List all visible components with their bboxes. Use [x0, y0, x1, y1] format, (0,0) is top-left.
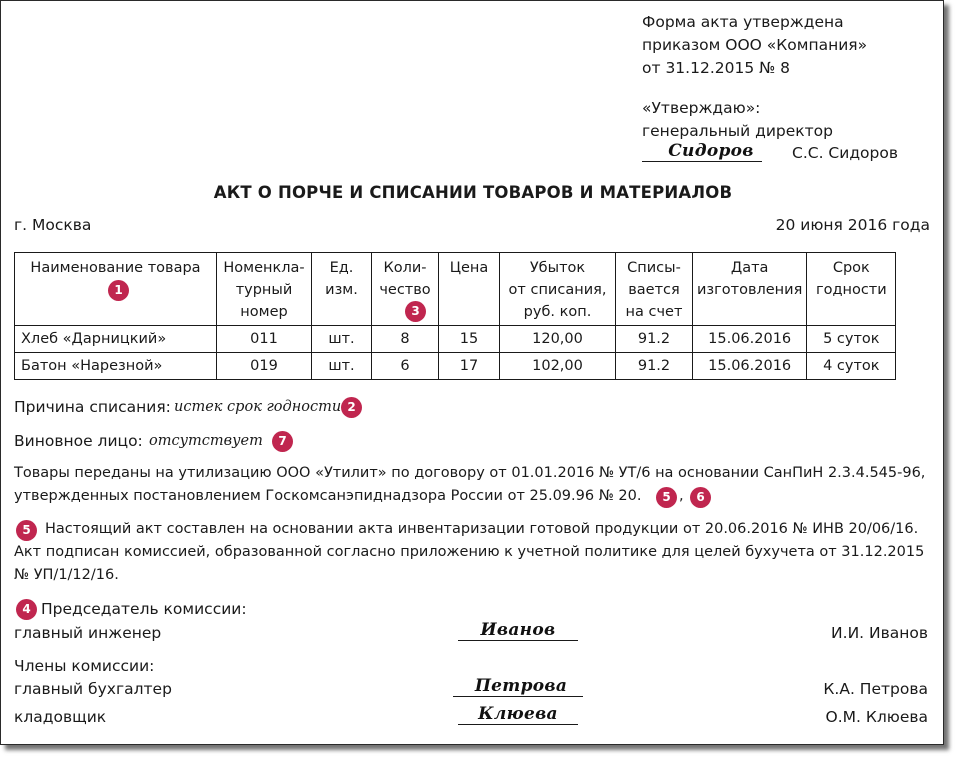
- table-cell: 15: [439, 326, 500, 353]
- header-text: чество: [379, 282, 431, 298]
- member2-signature: Клюева: [478, 704, 558, 724]
- header-text: Коли-: [383, 260, 427, 276]
- director-title: генеральный директор: [642, 122, 833, 140]
- header-text: номер: [240, 304, 288, 320]
- header-cell-production-date: [693, 253, 807, 326]
- badge-6: 6: [690, 487, 711, 508]
- badge-4: 4: [16, 599, 37, 620]
- guilty-value: отсутствует: [149, 433, 263, 449]
- header-text: Списы-: [627, 260, 681, 276]
- table-cell: 91.2: [616, 353, 693, 380]
- header-cell-unit: [312, 253, 372, 326]
- badge-7: 7: [272, 431, 293, 452]
- member2-name: О.М. Клюева: [825, 708, 928, 726]
- document-title: АКТ О ПОРЧЕ И СПИСАНИИ ТОВАРОВ И МАТЕРИАЛОВ: [213, 183, 733, 202]
- header-text: изготовления: [697, 282, 803, 298]
- document-date: 20 июня 2016 года: [775, 216, 930, 234]
- header-text: Убыток: [529, 260, 586, 276]
- table-cell: Батон «Нарезной»: [15, 353, 217, 380]
- header-text: от списания,: [508, 282, 607, 298]
- header-cell-price: [439, 253, 500, 326]
- basis-line-2: Акт подписан комиссией, образованной согласно приложению к учетной политике для целей бухучета от 31.12.2015: [14, 544, 925, 560]
- goods-table: [14, 252, 896, 380]
- badge-1: 1: [108, 280, 129, 301]
- header-text: турный: [235, 282, 293, 298]
- table-cell: шт.: [312, 353, 372, 380]
- table-row: [15, 326, 896, 353]
- transfer-line-2: утвержденных постановлением Госкомсанэпиднадзора России от 25.09.96 № 20.: [14, 488, 642, 504]
- members-label: Члены комиссии:: [14, 657, 155, 675]
- table-cell: 17: [439, 353, 500, 380]
- basis-line-3: № УП/1/12/16.: [14, 567, 119, 583]
- director-signature-line: [642, 161, 762, 162]
- approval-line-3: от 31.12.2015 № 8: [642, 59, 791, 77]
- header-text: Цена: [449, 260, 489, 276]
- header-text: изм.: [325, 282, 358, 298]
- table-cell: 15.06.2016: [693, 353, 807, 380]
- guilty-label: Виновное лицо:: [14, 432, 143, 450]
- table-cell: 15.06.2016: [693, 326, 807, 353]
- header-text: руб. коп.: [523, 304, 592, 320]
- header-text: на счет: [625, 304, 683, 320]
- table-cell: 6: [372, 353, 439, 380]
- header-text: Наименование товара: [30, 260, 201, 276]
- table-header-row: [15, 253, 896, 326]
- table-row: [15, 353, 896, 380]
- member1-signature: Петрова: [474, 676, 568, 696]
- approval-line-2: приказом ООО «Компания»: [642, 36, 868, 54]
- header-text: Срок: [832, 260, 870, 276]
- header-cell-account: [616, 253, 693, 326]
- chair-name: И.И. Иванов: [831, 624, 928, 642]
- badge-2: 2: [341, 397, 362, 418]
- table-cell: 120,00: [500, 326, 616, 353]
- header-cell-code: [217, 253, 312, 326]
- director-name: С.С. Сидоров: [792, 144, 898, 162]
- table-cell: Хлеб «Дарницкий»: [15, 326, 217, 353]
- member1-title: главный бухгалтер: [14, 680, 172, 698]
- header-text: годности: [815, 282, 887, 298]
- header-text: вается: [628, 282, 680, 298]
- table-cell: 011: [217, 326, 312, 353]
- reason-value: истек срок годности: [174, 399, 342, 415]
- header-text: Ед.: [329, 260, 354, 276]
- chair-signature-line: [458, 640, 578, 641]
- badge-5: 5: [16, 520, 37, 541]
- member2-signature-line: [458, 724, 578, 725]
- director-signature: Сидоров: [668, 141, 754, 161]
- city: г. Москва: [14, 216, 92, 234]
- badge-separator: ,: [679, 488, 684, 504]
- table-cell: 102,00: [500, 353, 616, 380]
- table-cell: 019: [217, 353, 312, 380]
- reason-label: Причина списания:: [14, 398, 171, 416]
- member1-signature-line: [453, 696, 583, 697]
- member1-name: К.А. Петрова: [823, 680, 928, 698]
- table-cell: 91.2: [616, 326, 693, 353]
- chair-title: главный инженер: [14, 624, 162, 642]
- chair-label: Председатель комиссии:: [41, 600, 247, 618]
- chair-signature: Иванов: [480, 620, 556, 640]
- table-cell: 4 суток: [807, 353, 896, 380]
- table-cell: шт.: [312, 326, 372, 353]
- header-cell-loss: [500, 253, 616, 326]
- table-cell: 5 суток: [807, 326, 896, 353]
- basis-line-1: Настоящий акт составлен на основании акта инвентаризации готовой продукции от 20.06.2016 № ИНВ 20/06/16.: [45, 521, 919, 537]
- badge-3: 3: [405, 301, 426, 322]
- header-text: Дата: [730, 260, 769, 276]
- header-cell-shelf-life: [807, 253, 896, 326]
- approval-line-1: Форма акта утверждена: [642, 13, 844, 31]
- transfer-line-1: Товары переданы на утилизацию ООО «Утилит» по договору от 01.01.2016 № УТ/6 на основании СанПиН 2.3.4.545-96,: [14, 465, 926, 481]
- table-cell: 8: [372, 326, 439, 353]
- approve-label: «Утверждаю»:: [642, 99, 761, 117]
- badge-5: 5: [656, 487, 677, 508]
- header-text: Номенкла-: [223, 260, 305, 276]
- member2-title: кладовщик: [14, 708, 107, 726]
